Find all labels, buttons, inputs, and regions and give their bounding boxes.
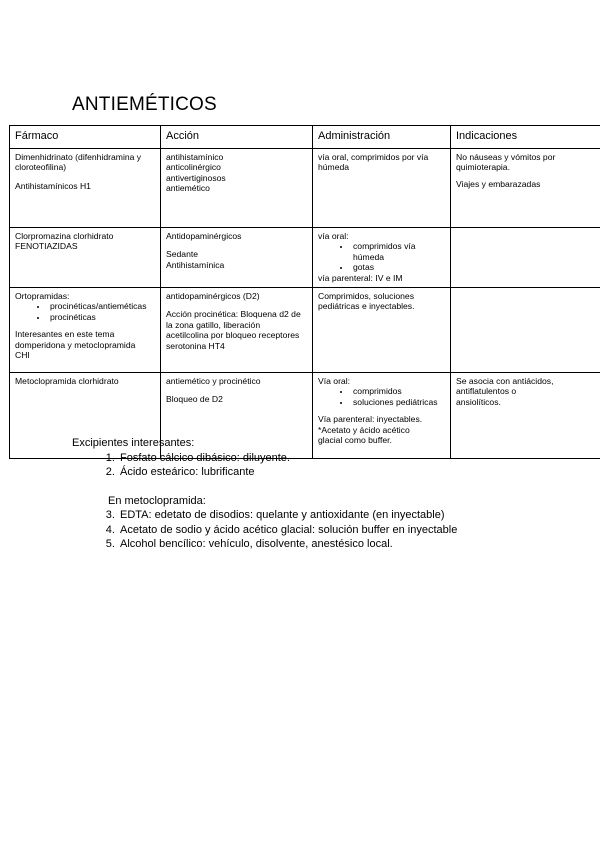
cell-text: la zona gatillo, liberación	[166, 319, 261, 330]
cell-text: antivertiginosos	[166, 172, 226, 183]
cell-text: antidopaminérgicos (D2)	[166, 291, 260, 302]
cell-indicaciones	[451, 288, 600, 373]
header-administracion: Administración	[313, 126, 451, 149]
table-header-row	[10, 126, 600, 149]
cell-administracion	[313, 288, 451, 373]
cell-text: cloroteofilina)	[15, 162, 67, 173]
cell-accion	[161, 228, 313, 288]
list-item: • comprimidos vía húmeda	[351, 241, 445, 262]
header-indicaciones: Indicaciones	[451, 126, 600, 149]
cell-accion	[161, 149, 313, 228]
cell-indicaciones	[451, 149, 600, 228]
list-item: • gotas	[351, 262, 445, 272]
cell-farmaco	[10, 149, 161, 228]
cell-text: Interesantes en este tema	[15, 329, 115, 340]
list-item: 2. Ácido esteárico: lubrificante	[118, 465, 457, 480]
list-item: 5. Alcohol bencílico: vehículo, disolvente, anestésico local.	[118, 537, 457, 552]
header-farmaco: Fármaco	[10, 126, 161, 149]
cell-text: Comprimidos, soluciones	[318, 291, 414, 302]
bullet-list	[318, 386, 445, 407]
cell-text: ansiolíticos.	[456, 396, 501, 407]
cell-text: serotonina HT4	[166, 340, 225, 351]
cell-text: Antihistamínicos H1	[15, 180, 91, 191]
cell-text: vía oral, comprimidos por vía	[318, 152, 429, 162]
list-item: • procinéticas/antieméticas	[48, 301, 155, 311]
cell-text: Vía oral:	[318, 376, 351, 387]
cell-text: antiemético	[166, 183, 210, 194]
excipients-list-a	[72, 451, 457, 480]
cell-administracion	[313, 228, 451, 288]
cell-text: Viajes y embarazadas	[456, 178, 541, 189]
cell-text: Antidopaminérgicos	[166, 231, 242, 241]
cell-text: domperidona y metoclopramida	[15, 339, 136, 350]
cell-text: Acción procinética: Bloquena d2 de	[166, 309, 301, 320]
cell-text: vía oral:	[318, 231, 349, 241]
bullet-list	[15, 301, 155, 322]
excipients-list-b	[72, 508, 457, 552]
cell-text: Se asocia con antiácidos,	[456, 376, 554, 387]
cell-text: Ortopramidas:	[15, 291, 70, 302]
cell-indicaciones	[451, 373, 600, 459]
cell-text: Clorpromazina clorhidrato	[15, 231, 114, 241]
cell-text: vía parenteral: IV e IM	[318, 272, 403, 283]
table-row	[10, 288, 600, 373]
table-row	[10, 228, 600, 288]
list-item: 3. EDTA: edetato de disodios: quelante y antioxidante (en inyectable)	[118, 508, 457, 523]
cell-indicaciones	[451, 228, 600, 288]
cell-text: húmeda	[318, 162, 350, 173]
cell-text: antiemético y procinético	[166, 376, 261, 387]
cell-text: pediátricas e inyectables.	[318, 301, 415, 312]
cell-text: glacial como buffer.	[318, 435, 392, 446]
cell-text: Metoclopramida clorhidrato	[15, 376, 119, 387]
cell-text: Antihistamínica	[166, 259, 225, 270]
bullet-list	[318, 241, 445, 272]
cell-text: *Acetato y ácido acético	[318, 424, 410, 435]
cell-text: quimioterapia.	[456, 162, 510, 173]
cell-farmaco	[10, 228, 161, 288]
list-item: 1. Fosfato cálcico dibásico: diluyente.	[118, 451, 457, 466]
cell-text: No náuseas y vómitos por	[456, 152, 556, 162]
cell-text: antihistamínico	[166, 152, 224, 162]
excipients-section	[72, 436, 457, 552]
page-title: ANTIEMÉTICOS	[72, 94, 217, 115]
cell-text: FENOTIAZIDAS	[15, 241, 78, 252]
cell-text: acetilcolina por bloqueo receptores	[166, 330, 300, 341]
cell-accion	[161, 288, 313, 373]
excipients-subheading: En metoclopramida:	[108, 494, 206, 507]
list-item: • procinéticas	[48, 312, 155, 322]
list-item: 4. Acetato de sodio y ácido acético glacial: solución buffer en inyectable	[118, 523, 457, 538]
cell-farmaco	[10, 288, 161, 373]
header-accion: Acción	[161, 126, 313, 149]
cell-text: Dimenhidrinato (difenhidramina y	[15, 152, 142, 162]
cell-text: CHI	[15, 350, 30, 361]
list-item: • comprimidos	[351, 386, 445, 396]
drug-table	[9, 125, 600, 459]
cell-text: Vía parenteral: inyectables.	[318, 414, 423, 425]
list-item: • soluciones pediátricas	[351, 397, 445, 407]
cell-text: anticolinérgico	[166, 162, 221, 173]
cell-text: Bloqueo de D2	[166, 394, 223, 405]
cell-administracion	[313, 149, 451, 228]
cell-text: Sedante	[166, 249, 199, 260]
table-row	[10, 149, 600, 228]
excipients-heading: Excipientes interesantes:	[72, 437, 195, 449]
cell-text: antiflatulentos o	[456, 386, 517, 397]
